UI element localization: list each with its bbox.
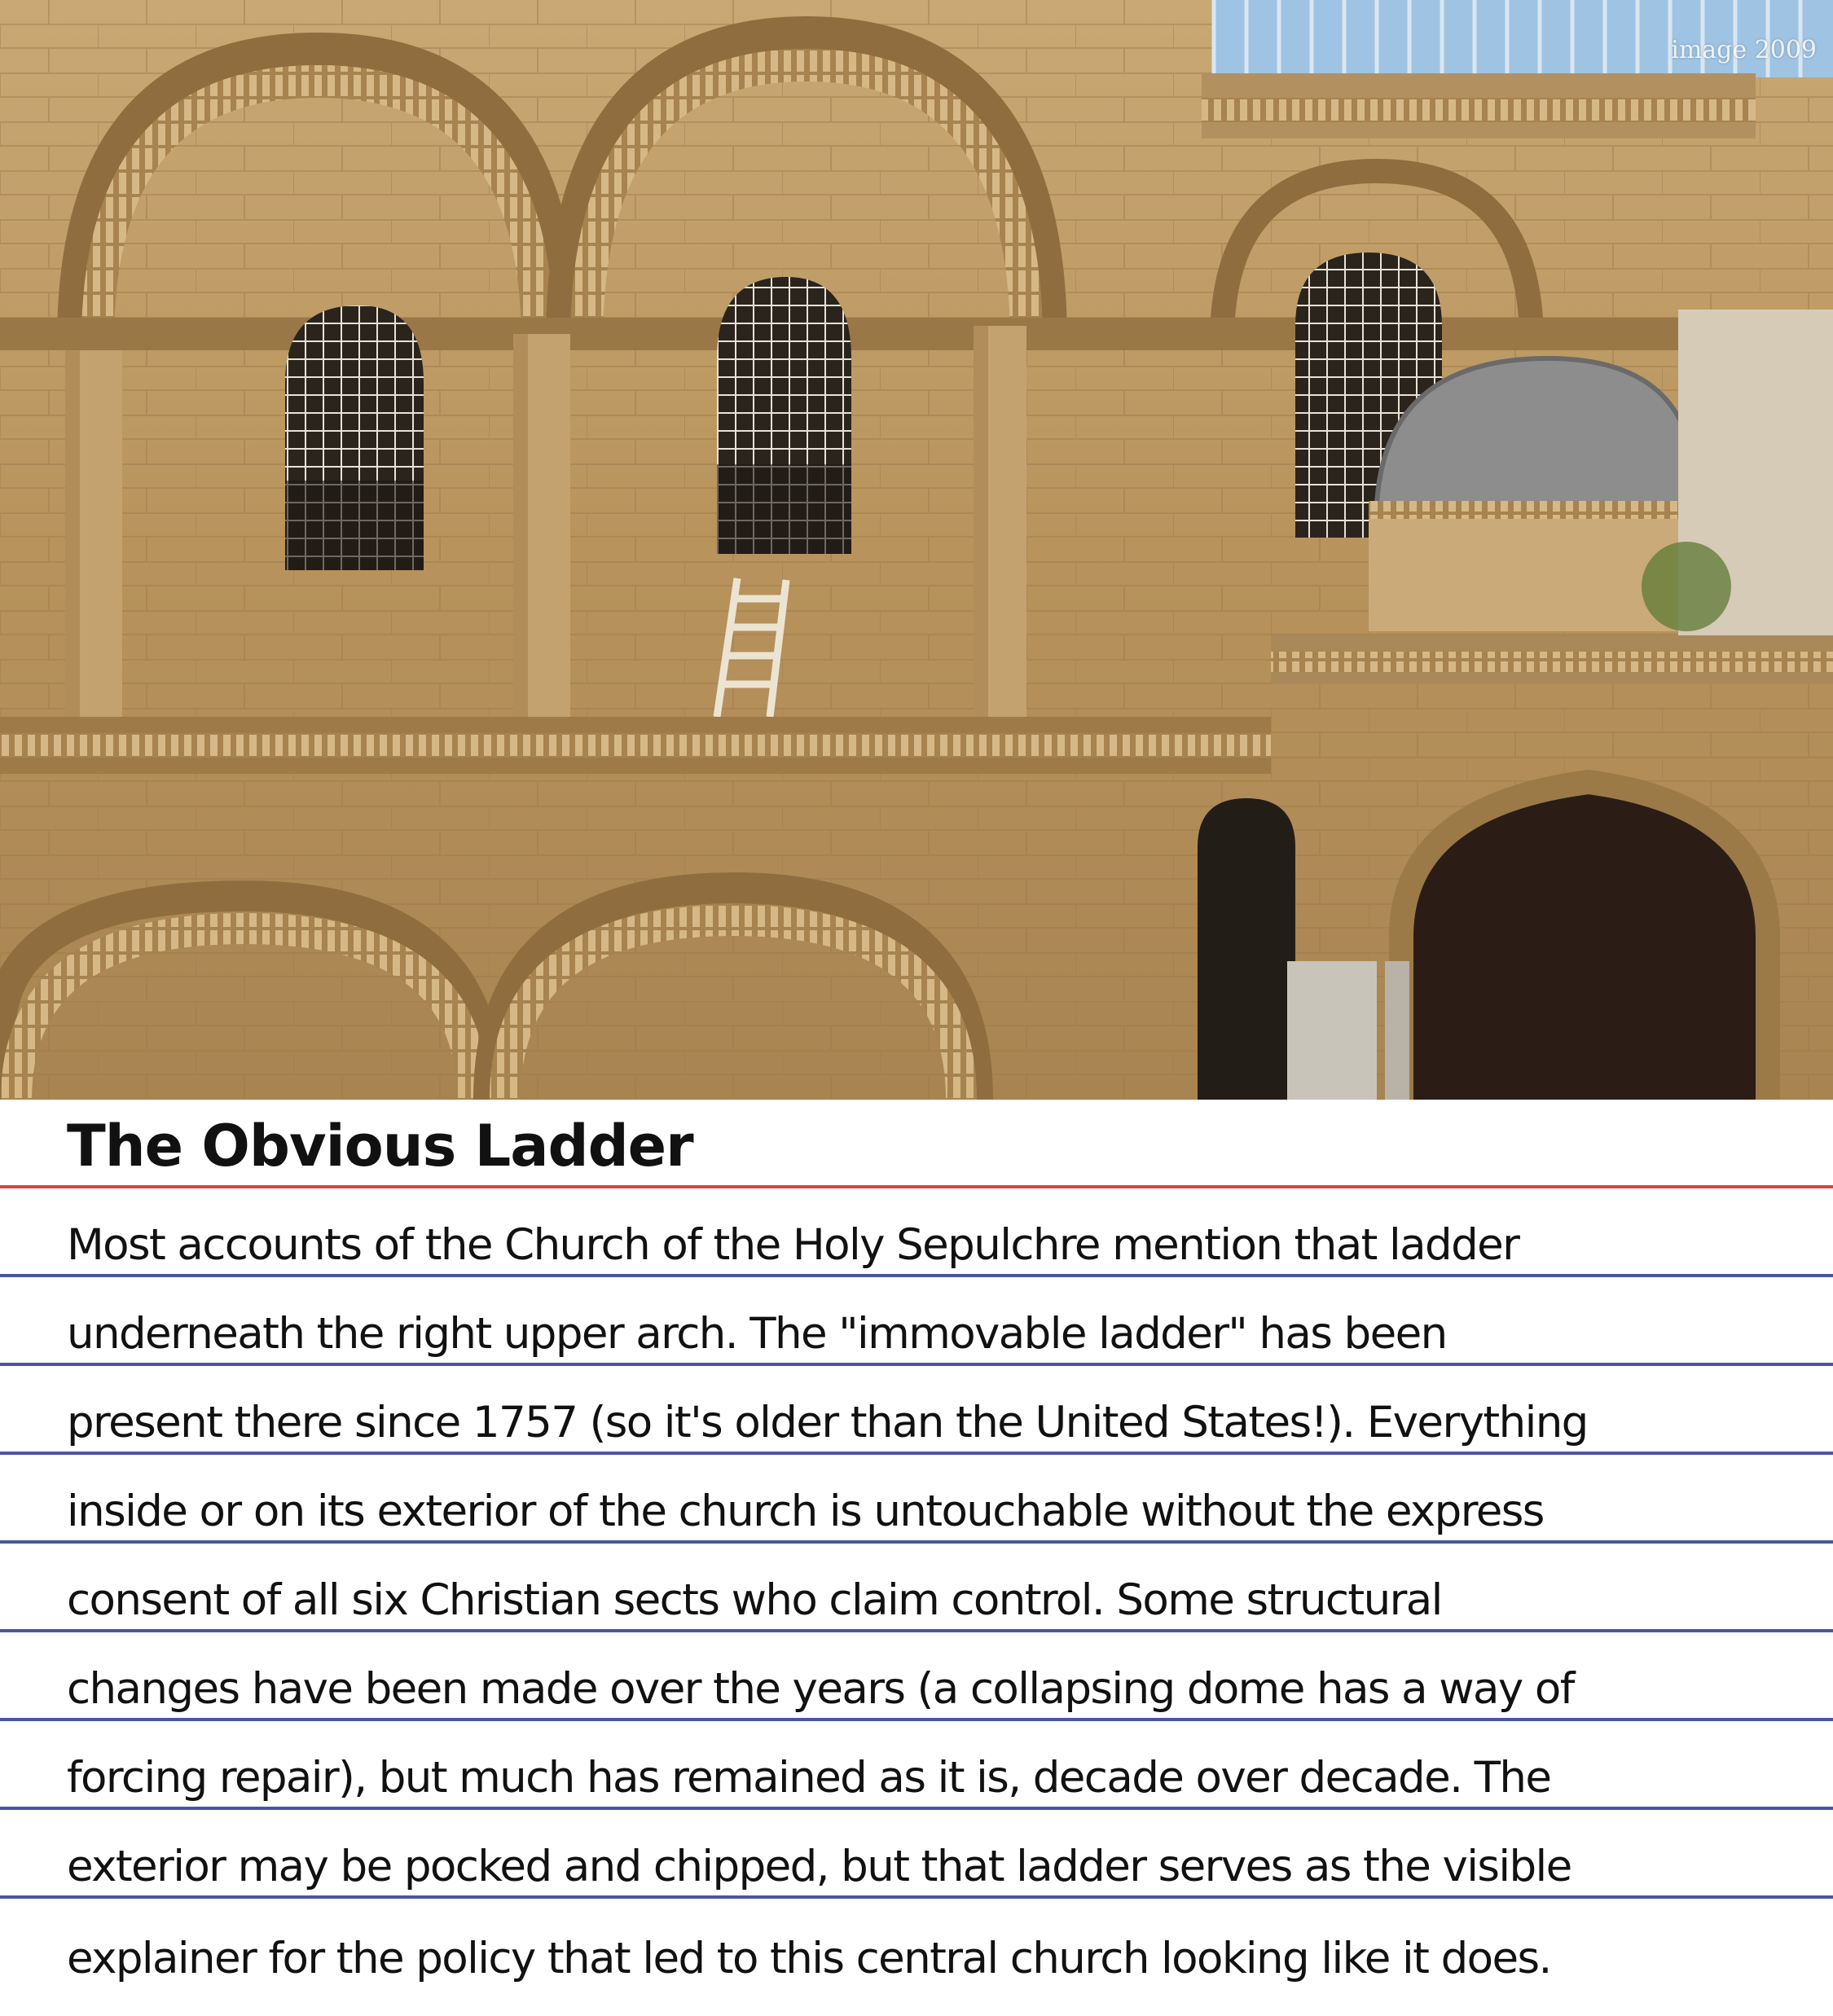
ruled-line — [0, 1810, 1833, 1899]
article-title: The Obvious Ladder — [67, 1113, 693, 1179]
ruled-line — [0, 1544, 1833, 1632]
body-line-1: Most accounts of the Church of the Holy Sepulchre mention that ladder — [67, 1219, 1519, 1270]
article-body — [0, 1188, 1833, 1987]
body-line-6: changes have been made over the years (a collapsing dome has a way of — [67, 1663, 1574, 1714]
ruled-line — [0, 1277, 1833, 1366]
ruled-line — [0, 1455, 1833, 1544]
body-line-9: explainer for the policy that led to this central church looking like it does. — [67, 1933, 1551, 1983]
ruled-line — [0, 1366, 1833, 1455]
ruled-line — [0, 1721, 1833, 1810]
image-watermark: image 2009 — [1671, 36, 1817, 64]
body-line-5: consent of all six Christian sects who claim control. Some structural — [67, 1575, 1442, 1625]
body-line-7: forcing repair), but much has remained as it is, decade over decade. The — [67, 1752, 1551, 1803]
body-line-3: present there since 1757 (so it's older than the United States!). Everything — [67, 1397, 1588, 1447]
ruled-line — [0, 1188, 1833, 1277]
body-line-8: exterior may be pocked and chipped, but that ladder serves as the visible — [67, 1841, 1571, 1891]
ruled-line — [0, 1899, 1833, 1987]
body-line-2: underneath the right upper arch. The "immovable ladder" has been — [67, 1308, 1447, 1359]
ruled-line — [0, 1632, 1833, 1721]
body-line-4: inside or on its exterior of the church is untouchable without the express — [67, 1486, 1544, 1536]
